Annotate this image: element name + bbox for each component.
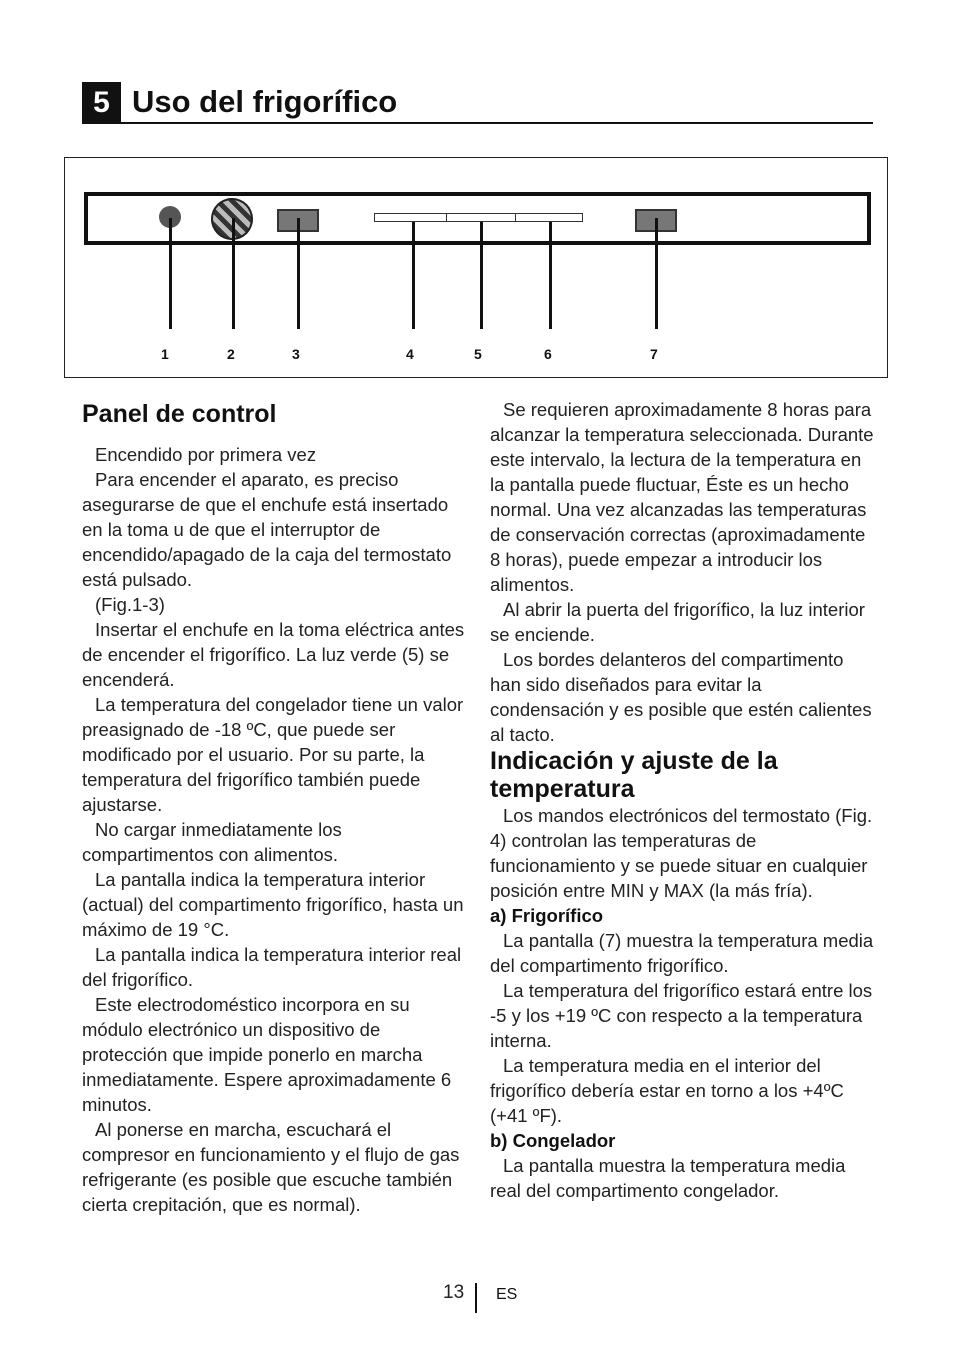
- paragraph: Se requieren aproximadamente 8 horas para alcanzar la temperatura seleccionada. Durante este intervalo, la lectura de la temperatura en la pantalla puede fluctuar, Éste es un hecho normal. Una vez alcanzadas las temperaturas de conservación correctas (aproximadamente 8 horas), puede empezar a introducir los alimentos.: [490, 399, 874, 595]
- leader-line-1: [169, 218, 172, 329]
- paragraph: La temperatura media en el interior del frigorífico debería estar en torno a los +4ºC (+41 ºF).: [490, 1055, 844, 1126]
- paragraph: La pantalla indica la temperatura interior real del frigorífico.: [82, 944, 462, 990]
- callout-2: 2: [227, 346, 235, 362]
- leader-line-7: [655, 218, 658, 329]
- callout-1: 1: [161, 346, 169, 362]
- temperature-heading: Indicación y ajuste de la temperatura: [490, 747, 778, 803]
- section-title: Uso del frigorífico: [132, 84, 398, 119]
- callout-7: 7: [650, 346, 658, 362]
- paragraph: (Fig.1-3): [95, 594, 165, 615]
- leader-line-2: [232, 218, 235, 329]
- page-number: 13: [443, 1282, 465, 1303]
- paragraph: No cargar inmediatamente los compartimentos con alimentos.: [82, 819, 342, 865]
- callout-5: 5: [474, 346, 482, 362]
- paragraph: La pantalla muestra la temperatura media real del compartimento congelador.: [490, 1155, 846, 1201]
- section-number: 5: [82, 82, 121, 124]
- callout-3: 3: [292, 346, 300, 362]
- control-panel-figure: [64, 157, 888, 378]
- leader-line-5: [480, 222, 483, 329]
- leader-line-4: [412, 222, 415, 329]
- paragraph: Este electrodoméstico incorpora en su módulo electrónico un dispositivo de protección que impide ponerlo en marcha inmediatamente. Espere aproximadamente 6 minutos.: [82, 994, 452, 1115]
- footer-divider: [475, 1283, 477, 1313]
- subheading-freezer: b) Congelador: [490, 1130, 616, 1151]
- leader-line-3: [297, 218, 300, 329]
- left-column: [82, 400, 467, 1217]
- paragraph: Los bordes delanteros del compartimento han sido diseñados para evitar la condensación y es posible que estén calientes al tacto.: [490, 649, 872, 745]
- indicator-segment-5: [446, 213, 517, 222]
- callout-4: 4: [406, 346, 414, 362]
- paragraph: Al abrir la puerta del frigorífico, la luz interior se enciende.: [490, 599, 865, 645]
- indicator-segment-4: [374, 213, 448, 222]
- subheading-fridge: a) Frigorífico: [490, 905, 604, 926]
- paragraph: La pantalla (7) muestra la temperatura media del compartimento frigorífico.: [490, 930, 874, 976]
- paragraph: Insertar el enchufe en la toma eléctrica antes de encender el frigorífico. La luz verde (5) se encenderá.: [82, 619, 465, 690]
- panel-heading: Panel de control: [82, 400, 277, 428]
- paragraph: Al ponerse en marcha, escuchará el compresor en funcionamiento y el flujo de gas refrigerante (es posible que escuche también cierta crepitación, que es normal).: [82, 1119, 460, 1215]
- paragraph: La pantalla indica la temperatura interior (actual) del compartimento frigorífico, hasta un máximo de 19 °C.: [82, 869, 464, 940]
- paragraph: Para encender el aparato, es preciso asegurarse de que el enchufe está insertado en la toma u de que el interruptor de encendido/apagado de la caja del termostato está pulsado.: [82, 469, 452, 590]
- leader-line-6: [549, 222, 552, 329]
- right-column: [490, 397, 876, 1203]
- indicator-segment-6: [515, 213, 583, 222]
- callout-6: 6: [544, 346, 552, 362]
- paragraph: Los mandos electrónicos del termostato (Fig. 4) controlan las temperaturas de funcionamiento y se puede situar en cualquier posición entre MIN y MAX (la más fría).: [490, 805, 873, 901]
- section-rule: [82, 122, 873, 124]
- paragraph: Encendido por primera vez: [95, 444, 317, 465]
- language-code: ES: [496, 1286, 518, 1303]
- paragraph: La temperatura del frigorífico estará entre los -5 y los +19 ºC con respecto a la temperatura interna.: [490, 980, 873, 1051]
- paragraph: La temperatura del congelador tiene un valor preasignado de -18 ºC, que puede ser modificado por el usuario. Por su parte, la temperatura del frigorífico también puede ajustarse.: [82, 694, 464, 815]
